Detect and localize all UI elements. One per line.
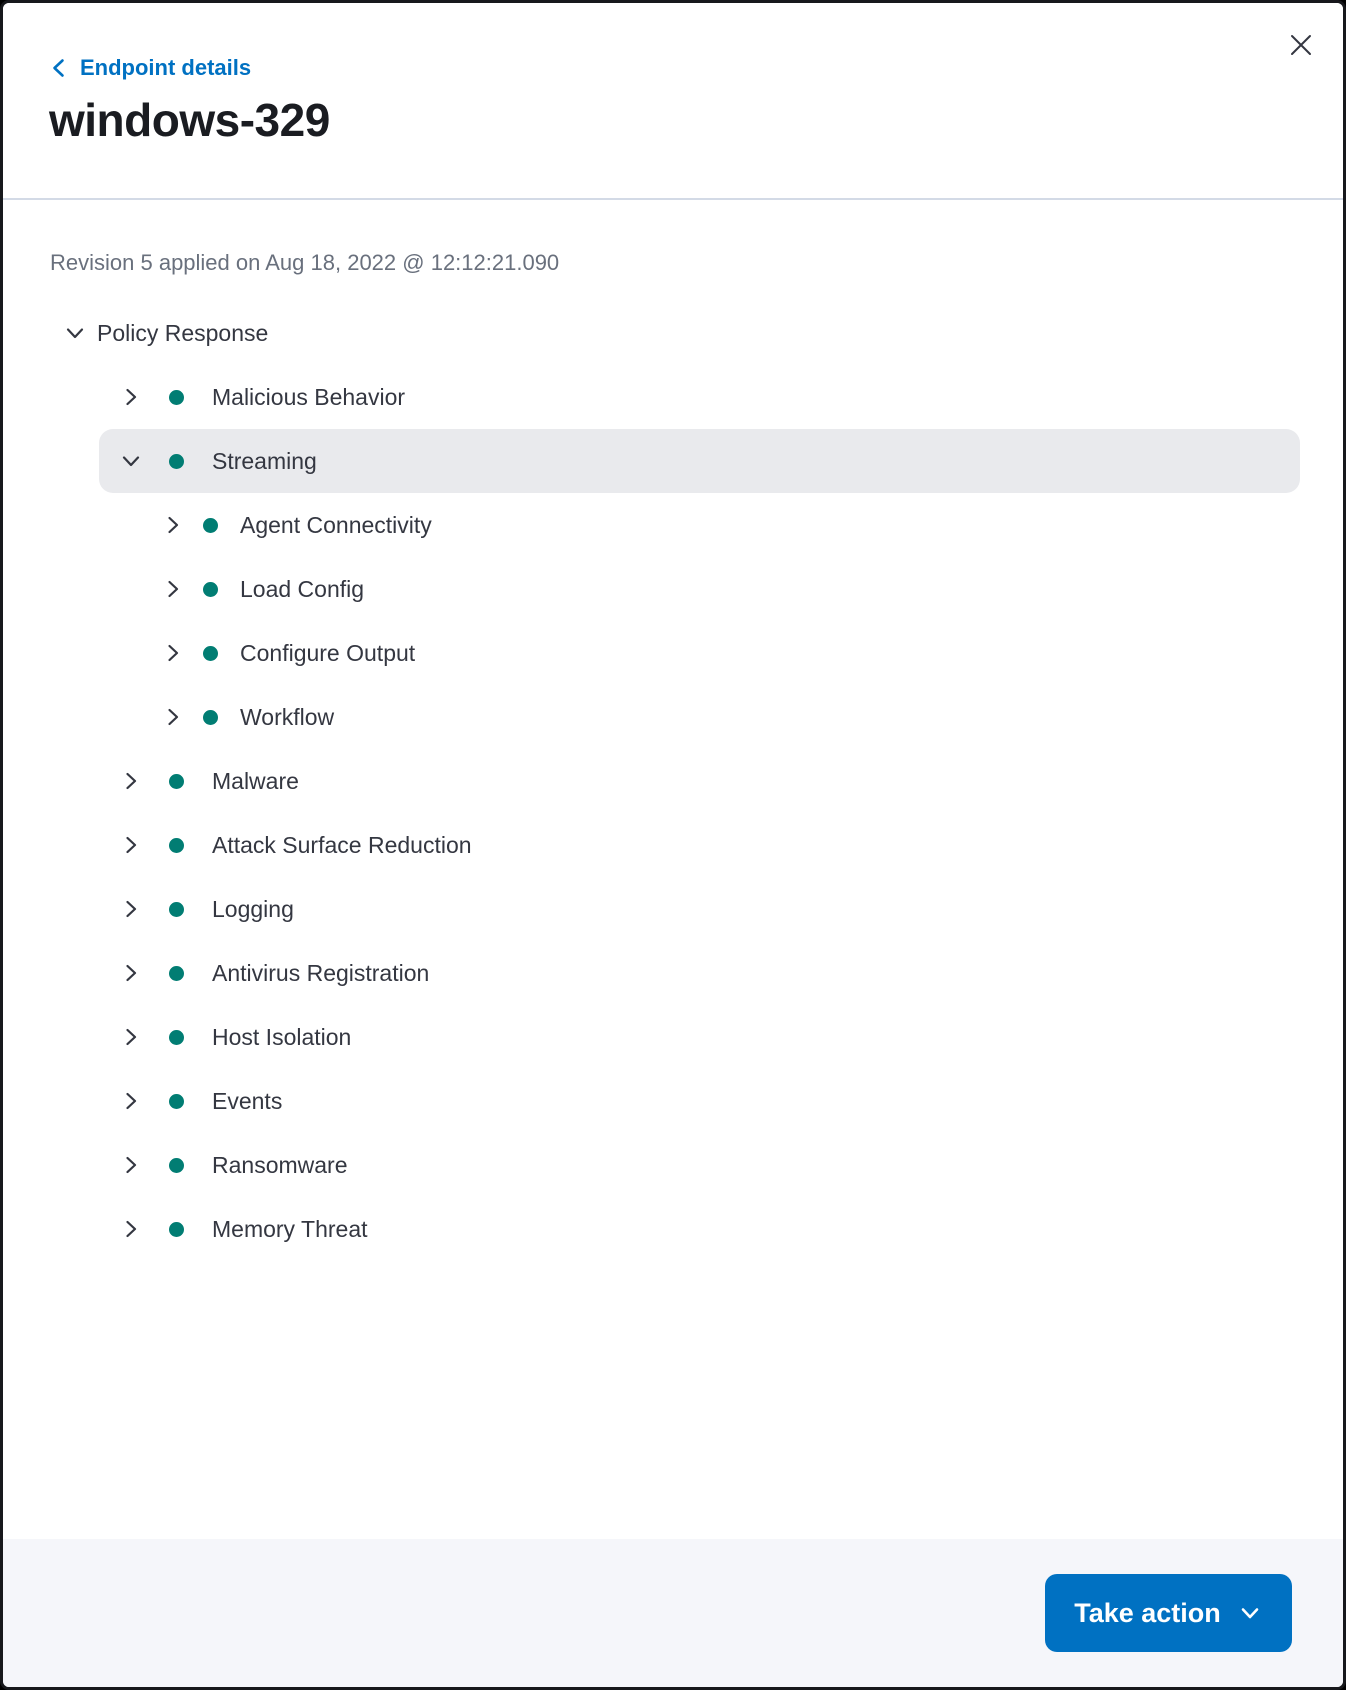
chevron-right-icon	[161, 577, 185, 601]
status-dot	[169, 1222, 184, 1237]
tree-item-label: Load Config	[240, 575, 365, 602]
status-dot	[169, 838, 184, 853]
chevron-right-icon	[119, 897, 143, 921]
chevron-right-icon	[119, 1089, 143, 1113]
flyout-header	[3, 3, 1343, 198]
tree-item-label: Malicious Behavior	[212, 383, 406, 410]
tree-item-logging[interactable]	[99, 877, 1300, 941]
status-dot	[169, 966, 184, 981]
tree-item-label: Streaming	[212, 447, 317, 474]
flyout-footer	[3, 1539, 1343, 1687]
revision-text: Revision 5 applied on Aug 18, 2022 @ 12:12:21.090	[50, 250, 560, 275]
tree-item-memory-threat[interactable]	[99, 1197, 1300, 1261]
policy-response-tree	[3, 301, 1343, 1261]
status-dot	[169, 390, 184, 405]
tree-item-label: Ransomware	[212, 1151, 348, 1178]
tree-item-agent-connectivity[interactable]	[99, 493, 1300, 557]
tree-item-label: Workflow	[240, 703, 335, 730]
tree-item-label: Host Isolation	[212, 1023, 352, 1050]
tree-item-workflow[interactable]	[99, 685, 1300, 749]
status-dot	[169, 1158, 184, 1173]
tree-item-configure-output[interactable]	[99, 621, 1300, 685]
chevron-right-icon	[161, 641, 185, 665]
chevron-right-icon	[119, 1217, 143, 1241]
close-icon[interactable]	[1283, 27, 1319, 63]
status-dot	[203, 646, 218, 661]
chevron-right-icon	[161, 705, 185, 729]
tree-item-host-isolation[interactable]	[99, 1005, 1300, 1069]
tree-item-label: Configure Output	[240, 639, 416, 666]
take-action-button[interactable]	[1045, 1574, 1292, 1652]
tree-item-label: Memory Threat	[212, 1215, 368, 1242]
chevron-down-icon	[63, 321, 87, 345]
tree-item-label: Logging	[212, 895, 294, 922]
status-dot	[169, 1030, 184, 1045]
tree-item-load-config[interactable]	[99, 557, 1300, 621]
take-action-label: Take action	[1074, 1597, 1221, 1628]
tree-item-attack-surface-reduction[interactable]	[99, 813, 1300, 877]
back-link-label: Endpoint details	[80, 55, 252, 80]
status-dot	[203, 582, 218, 597]
chevron-down-icon	[119, 449, 143, 473]
chevron-right-icon	[119, 769, 143, 793]
back-link[interactable]	[49, 55, 251, 81]
tree-item-label: Agent Connectivity	[240, 511, 432, 538]
chevron-right-icon	[119, 961, 143, 985]
tree-item-ransomware[interactable]	[99, 1133, 1300, 1197]
chevron-right-icon	[119, 385, 143, 409]
chevron-down-icon	[1237, 1600, 1263, 1626]
tree-item-label: Policy Response	[97, 319, 269, 346]
tree-item-label: Attack Surface Reduction	[212, 831, 472, 858]
tree-item-events[interactable]	[99, 1069, 1300, 1133]
status-dot	[169, 774, 184, 789]
status-dot	[169, 454, 184, 469]
chevron-right-icon	[119, 833, 143, 857]
tree-item-streaming[interactable]	[99, 429, 1300, 493]
tree-item-policy-response[interactable]	[63, 301, 1343, 365]
tree-item-label: Events	[212, 1087, 283, 1114]
tree-item-label: Malware	[212, 767, 299, 794]
status-dot	[169, 902, 184, 917]
tree-item-malicious-behavior[interactable]	[99, 365, 1300, 429]
page-title: windows-329	[49, 94, 330, 146]
status-dot	[169, 1094, 184, 1109]
chevron-right-icon	[119, 1153, 143, 1177]
status-dot	[203, 518, 218, 533]
policy-response-panel	[3, 200, 1343, 1539]
tree-item-malware[interactable]	[99, 749, 1300, 813]
status-dot	[203, 710, 218, 725]
chevron-left-icon	[49, 56, 69, 80]
tree-item-label: Antivirus Registration	[212, 959, 430, 986]
chevron-right-icon	[119, 1025, 143, 1049]
tree-item-antivirus-registration[interactable]	[99, 941, 1300, 1005]
chevron-right-icon	[161, 513, 185, 537]
